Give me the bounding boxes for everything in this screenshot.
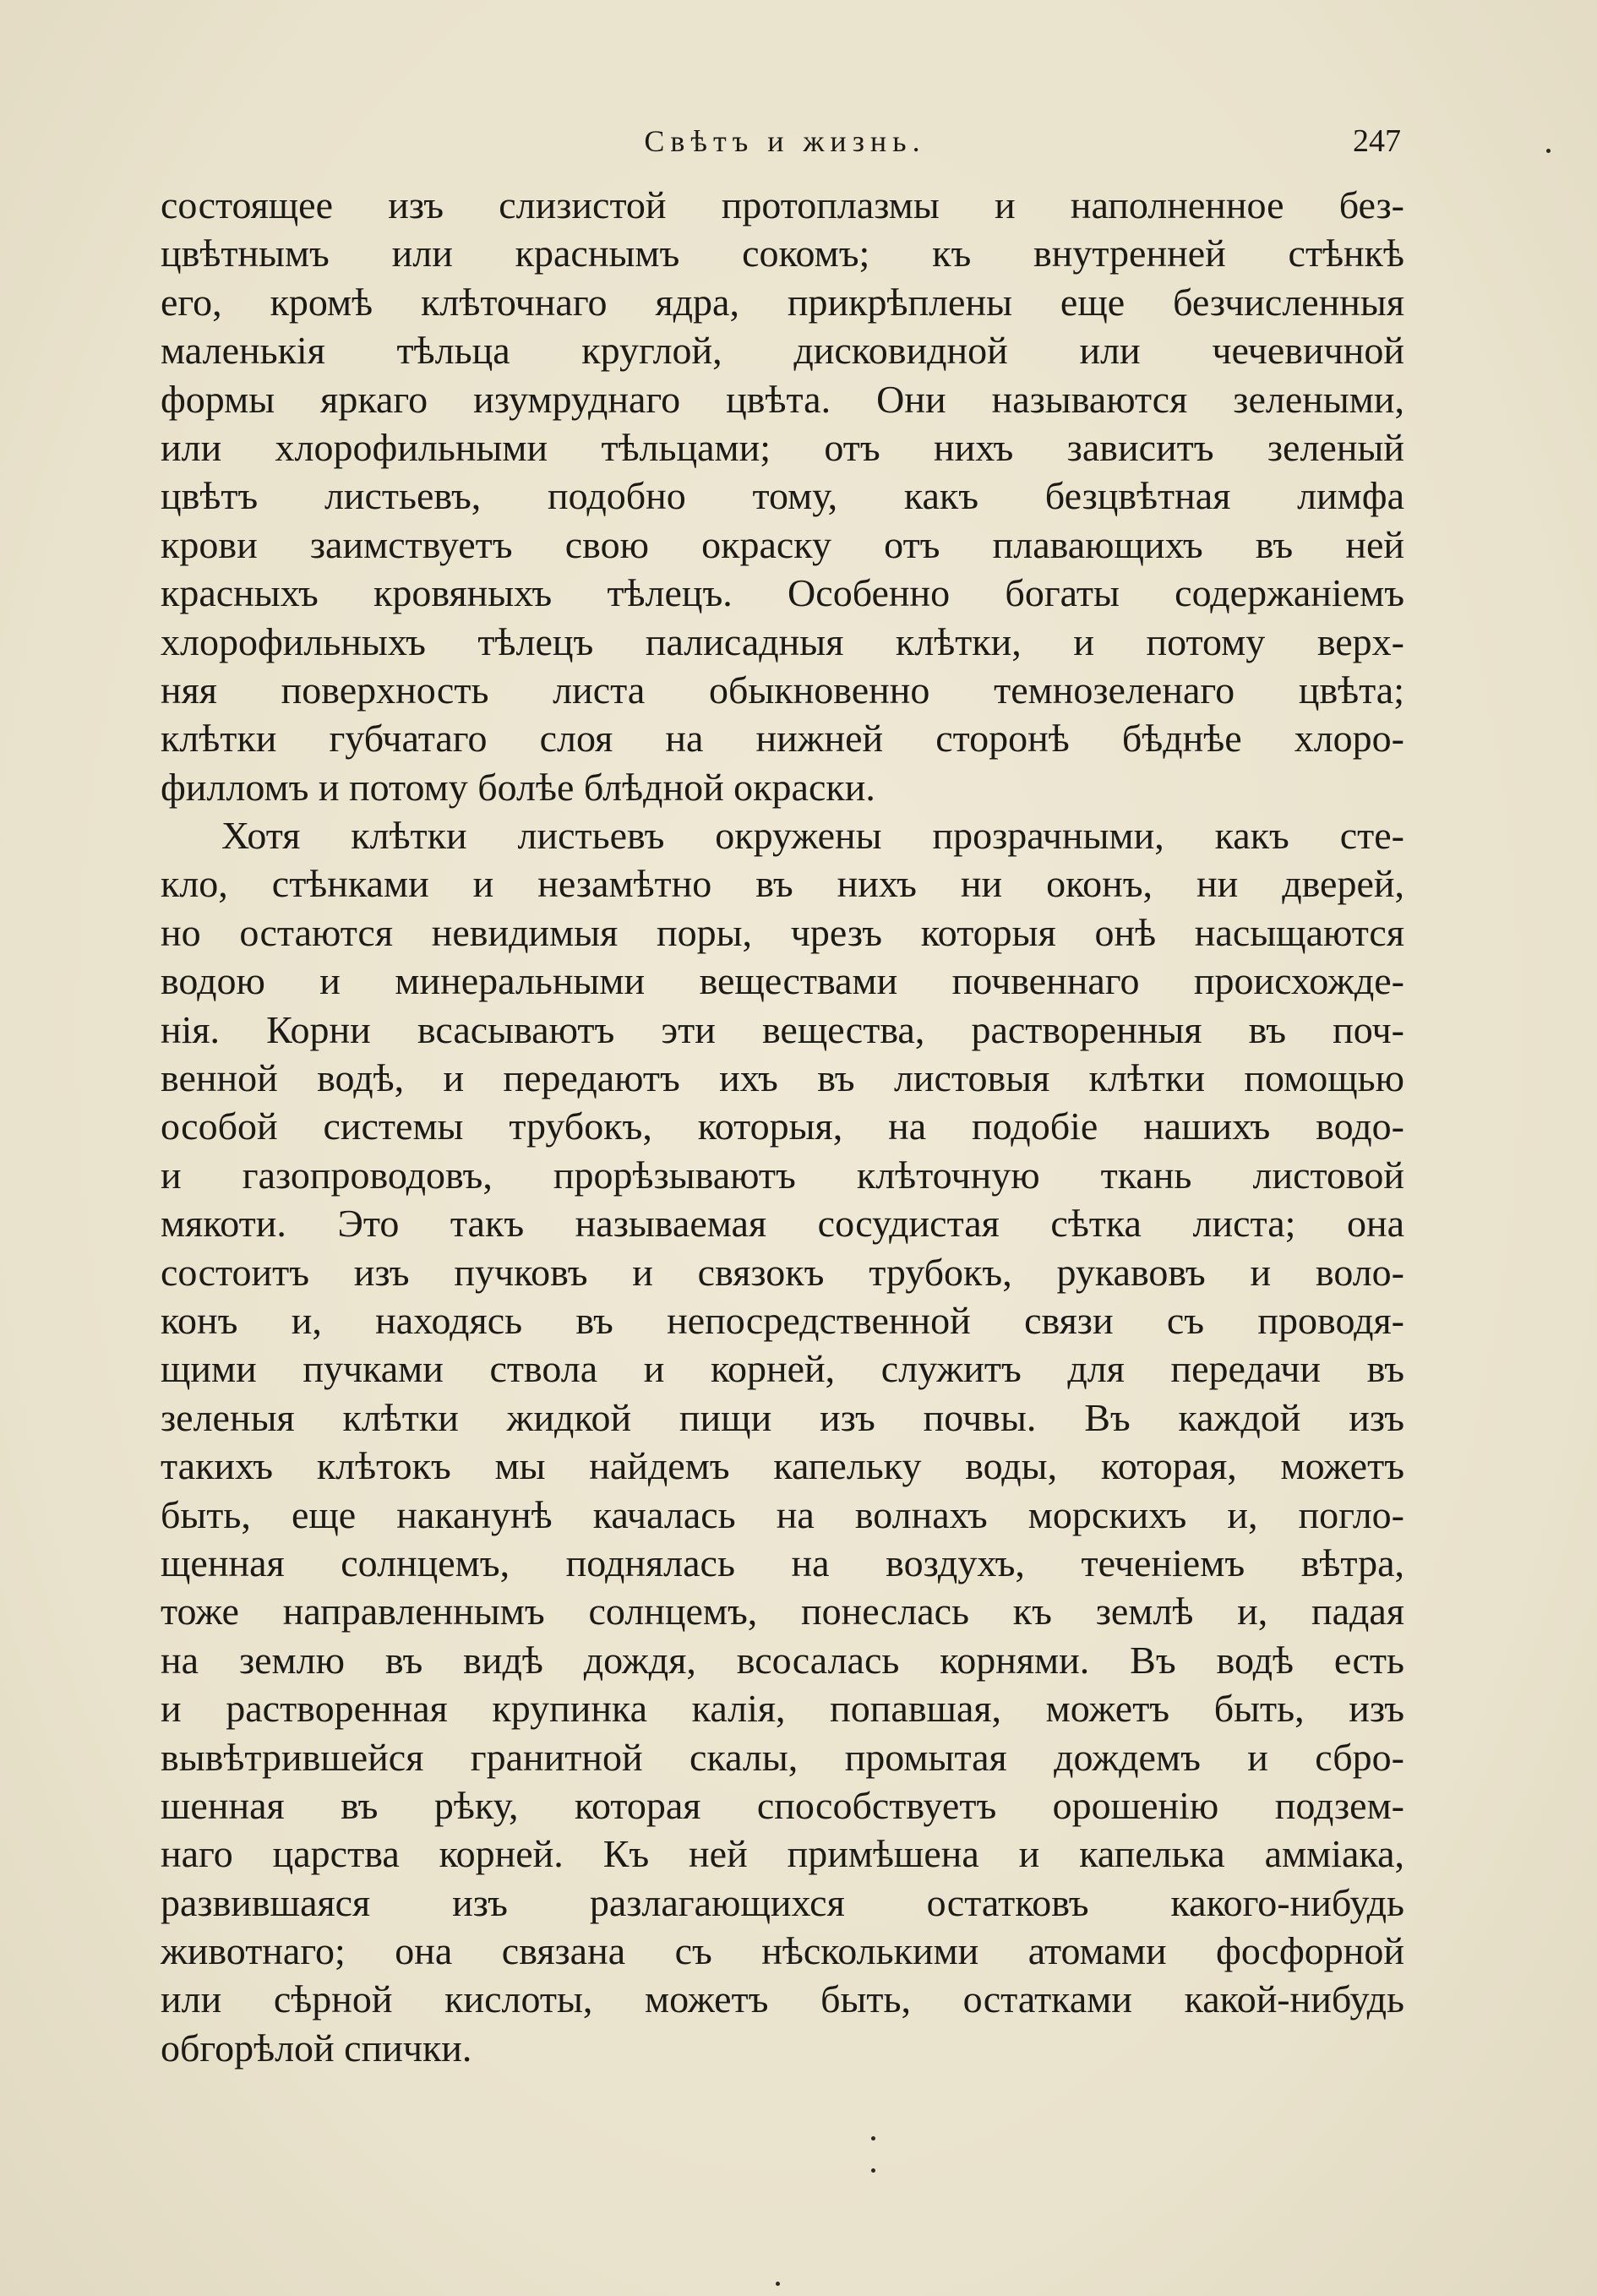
- text-line: но остаются невидимыя поры, чрезъ которыя онѣ насыщаются: [161, 910, 1404, 954]
- text-line: венной водѣ, и передаютъ ихъ въ листовыя клѣтки помощью: [161, 1056, 1404, 1100]
- print-speck: [1546, 149, 1551, 153]
- text-line: цвѣтъ листьевъ, подобно тому, какъ безцвѣтная лимфа: [161, 474, 1404, 518]
- text-line: щими пучками ствола и корней, служитъ для передачи въ: [161, 1347, 1404, 1391]
- text-line: особой системы трубокъ, которыя, на подобіе нашихъ водо-: [161, 1104, 1404, 1148]
- text-line: состоящее изъ слизистой протоплазмы и наполненное без-: [161, 183, 1404, 226]
- text-line: нія. Корни всасываютъ эти вещества, растворенныя въ поч-: [161, 1007, 1404, 1051]
- text-line: водою и минеральными веществами почвеннаго происхожде-: [161, 959, 1404, 1003]
- text-line: формы яркаго изумруднаго цвѣта. Они называются зелеными,: [161, 377, 1404, 421]
- text-line: цвѣтнымъ или краснымъ сокомъ; къ внутренней стѣнкѣ: [161, 232, 1404, 275]
- text-line: хлорофильныхъ тѣлецъ палисадныя клѣтки, и потому верх-: [161, 619, 1404, 663]
- text-line: тоже направленнымъ солнцемъ, понеслась къ землѣ и, падая: [161, 1590, 1404, 1633]
- text-line: и растворенная крупинка калія, попавшая, можетъ быть, изъ: [161, 1687, 1404, 1731]
- text-line: его, кромѣ клѣточнаго ядра, прикрѣплены еще безчисленныя: [161, 280, 1404, 324]
- text-line: развившаяся изъ разлагающихся остатковъ какого-нибудь: [161, 1880, 1404, 1924]
- text-line: няя поверхность листа обыкновенно темнозеленаго цвѣта;: [161, 668, 1404, 712]
- text-line: или сѣрной кислоты, можетъ быть, остатками какой-нибудь: [161, 1977, 1404, 2021]
- text-line: щенная солнцемъ, поднялась на воздухъ, теченіемъ вѣтра,: [161, 1541, 1404, 1584]
- text-line: шенная въ рѣку, которая способствуетъ орошенію подзем-: [161, 1783, 1404, 1827]
- text-line: на землю въ видѣ дождя, всосалась корнями. Въ водѣ есть: [161, 1638, 1404, 1682]
- text-line: состоитъ изъ пучковъ и связокъ трубокъ, рукавовъ и воло-: [161, 1250, 1404, 1294]
- text-line: животнаго; она связана съ нѣсколькими атомами фосфорной: [161, 1929, 1404, 1973]
- print-speck: [776, 2282, 780, 2286]
- page-header: [161, 120, 1409, 162]
- text-line: или хлорофильными тѣльцами; отъ нихъ зависитъ зеленый: [161, 425, 1404, 469]
- print-speck: [871, 2136, 875, 2141]
- text-line: обгорѣлой спички.: [161, 2026, 472, 2070]
- text-line: мякоти. Это такъ называемая сосудистая сѣтка листа; она: [161, 1202, 1404, 1246]
- body-text: [161, 181, 1404, 2072]
- text-line: филломъ и потому болѣе блѣдной окраски.: [161, 765, 875, 809]
- text-line: крови заимствуетъ свою окраску отъ плавающихъ въ ней: [161, 522, 1404, 566]
- paragraph-1: [161, 181, 1404, 811]
- text-line: маленькія тѣльца круглой, дисковидной или чечевичной: [161, 329, 1404, 373]
- text-line: кло, стѣнками и незамѣтно въ нихъ ни оконъ, ни дверей,: [161, 862, 1404, 906]
- text-line: быть, еще наканунѣ качалась на волнахъ морскихъ и, погло-: [161, 1492, 1404, 1536]
- text-line: наго царства корней. Къ ней примѣшена и капелька амміака,: [161, 1832, 1404, 1876]
- text-line: зеленыя клѣтки жидкой пищи изъ почвы. Въ каждой изъ: [161, 1395, 1404, 1439]
- text-line: клѣтки губчатаго слоя на нижней сторонѣ бѣднѣе хлоро-: [161, 717, 1404, 761]
- text-line: и газопроводовъ, прорѣзываютъ клѣточную ткань листовой: [161, 1153, 1404, 1197]
- print-speck: [871, 2168, 875, 2173]
- text-line: Хотя клѣтки листьевъ окружены прозрачными, какъ сте-: [221, 814, 1404, 858]
- text-line: такихъ клѣтокъ мы найдемъ капельку воды, которая, можетъ: [161, 1444, 1404, 1488]
- running-title: Свѣтъ и жизнь.: [644, 124, 926, 158]
- page-number: 247: [1353, 123, 1401, 159]
- paragraph-2: [161, 811, 1404, 2072]
- text-line: конъ и, находясь въ непосредственной связи съ проводя-: [161, 1298, 1404, 1342]
- text-line: красныхъ кровяныхъ тѣлецъ. Особенно богаты содержаніемъ: [161, 571, 1404, 615]
- text-line: вывѣтрившейся гранитной скалы, промытая дождемъ и сбро-: [161, 1735, 1404, 1779]
